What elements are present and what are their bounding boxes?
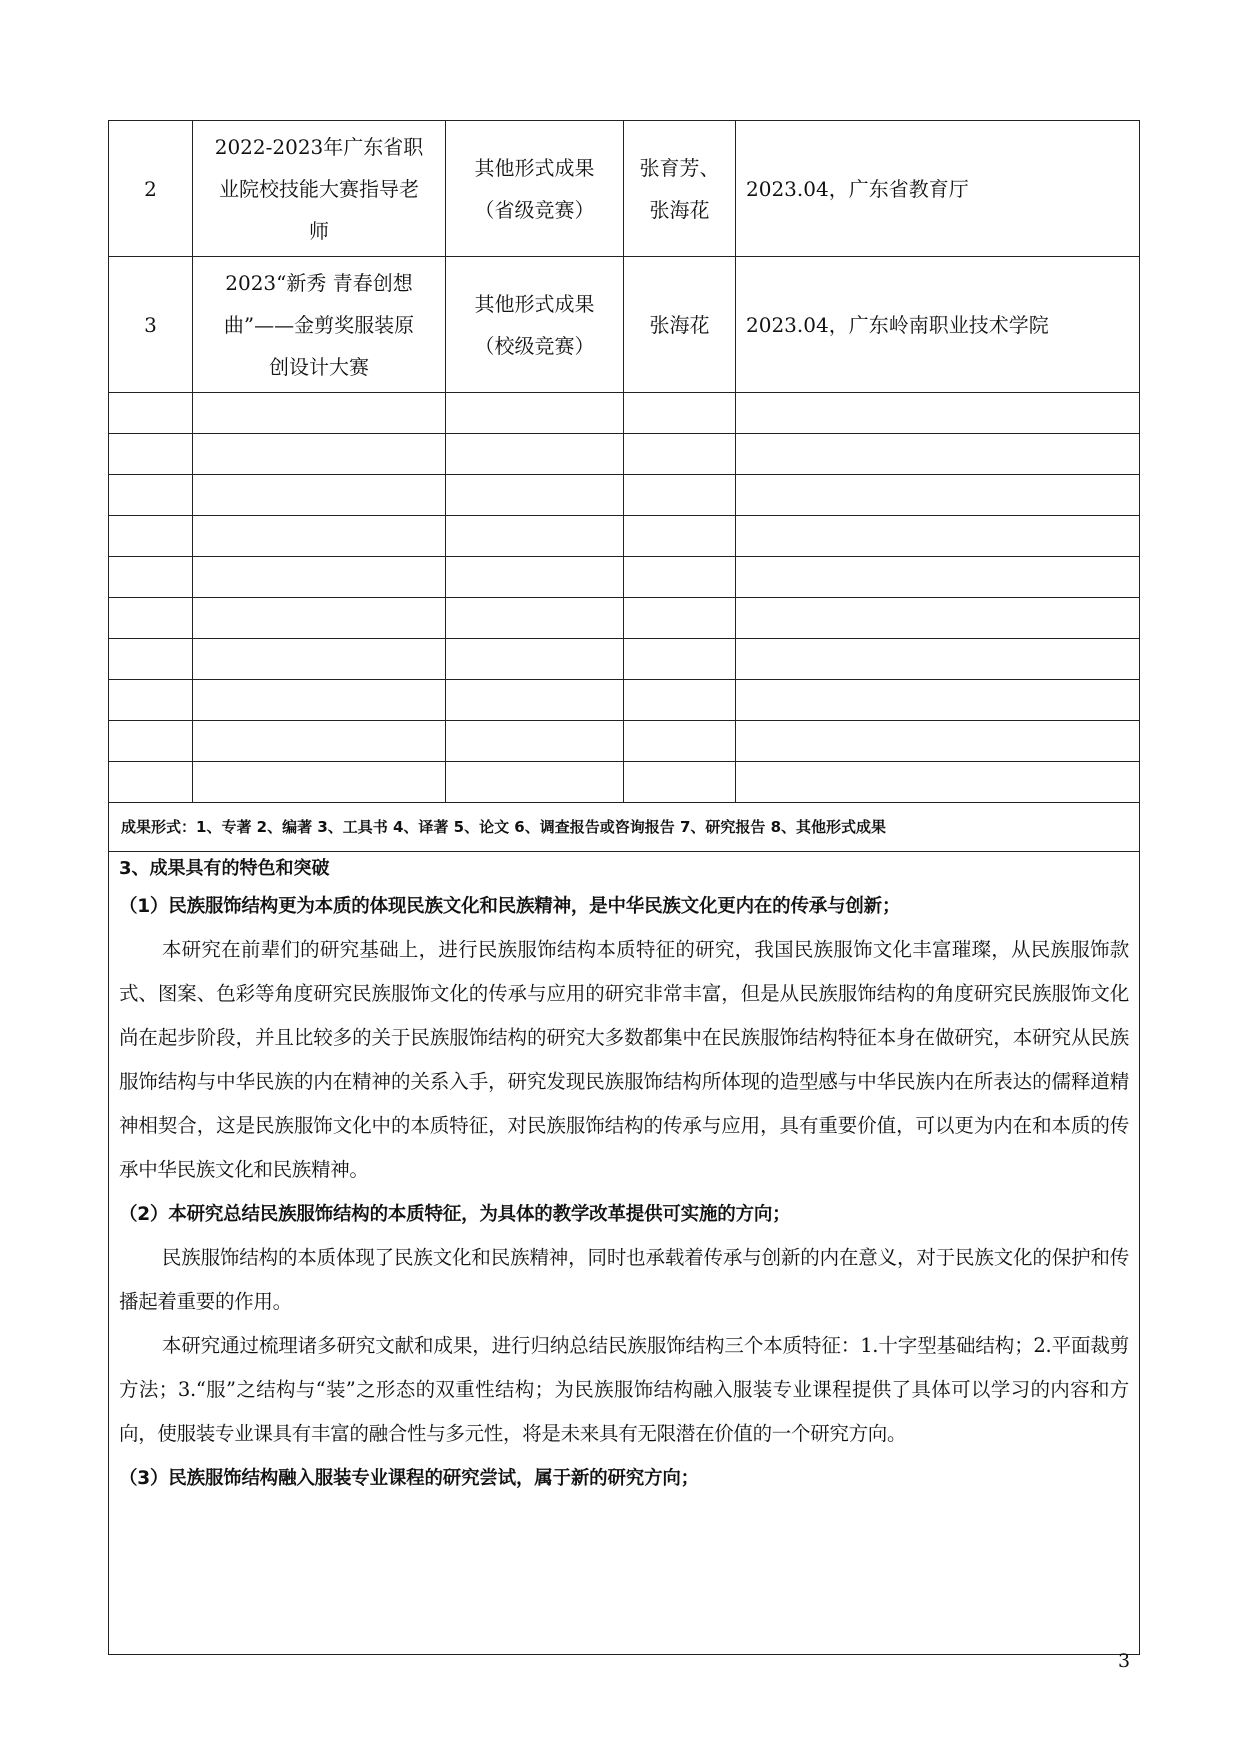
- empty-cell: [193, 434, 446, 475]
- empty-cell: [109, 598, 193, 639]
- empty-table-row: [109, 762, 1140, 803]
- empty-cell: [109, 762, 193, 803]
- empty-cell: [624, 762, 736, 803]
- empty-cell: [193, 680, 446, 721]
- empty-cell: [193, 762, 446, 803]
- subsection-heading: （3）民族服饰结构融入服装专业课程的研究尝试，属于新的研究方向；: [119, 1468, 699, 1489]
- table-row: [109, 257, 1140, 393]
- empty-cell: [193, 393, 446, 434]
- empty-cell: [736, 598, 1140, 639]
- empty-cell: [736, 434, 1140, 475]
- empty-table-row: [109, 598, 1140, 639]
- empty-cell: [193, 516, 446, 557]
- empty-cell: [624, 680, 736, 721]
- empty-cell: [446, 721, 624, 762]
- body-paragraph: 本研究通过梳理诸多研究文献和成果，进行归纳总结民族服饰结构三个本质特征：1.十字型基础结构；2.平面裁剪方法；3.“服”之结构与“装”之形态的双重性结构；为民族服饰结构融入服装专业课程提供了具体可以学习的内容和方向，使服装专业课具有丰富的融合性与多元性，将是未来具有无限潜在价值的一个研究方向。: [119, 1334, 1129, 1445]
- empty-cell: [624, 393, 736, 434]
- section-row: [109, 852, 1140, 1655]
- empty-cell: [624, 516, 736, 557]
- empty-cell: [109, 434, 193, 475]
- table-row: [109, 121, 1140, 257]
- empty-cell: [109, 516, 193, 557]
- empty-cell: [736, 721, 1140, 762]
- achievement-name: 2022-2023年广东省职 业院校技能大赛指导老 师: [193, 121, 446, 257]
- subsection-heading: （1）民族服饰结构更为本质的体现民族文化和民族精神，是中华民族文化更内在的传承与创新；: [119, 896, 901, 917]
- achievement-name: 2023“新秀 青春创想 曲”——金剪奖服装原 创设计大赛: [193, 257, 446, 393]
- empty-cell: [624, 434, 736, 475]
- achievement-authors: 张海花: [624, 257, 736, 393]
- empty-cell: [109, 721, 193, 762]
- empty-cell: [193, 598, 446, 639]
- achievements-table: [108, 120, 1140, 1655]
- row-number: 2: [109, 121, 193, 257]
- empty-table-row: [109, 516, 1140, 557]
- row-number: 3: [109, 257, 193, 393]
- empty-cell: [736, 639, 1140, 680]
- empty-cell: [736, 680, 1140, 721]
- empty-cell: [446, 393, 624, 434]
- empty-cell: [624, 475, 736, 516]
- achievement-form-legend: 成果形式：1、专著 2、编著 3、工具书 4、译著 5、论文 6、调查报告或咨询报告 7、研究报告 8、其他形式成果: [109, 803, 1140, 852]
- empty-cell: [109, 475, 193, 516]
- empty-cell: [109, 639, 193, 680]
- empty-cell: [736, 557, 1140, 598]
- empty-cell: [624, 639, 736, 680]
- empty-cell: [446, 598, 624, 639]
- section-blocks: [119, 894, 1129, 1492]
- body-paragraph: 本研究在前辈们的研究基础上，进行民族服饰结构本质特征的研究，我国民族服饰文化丰富璀璨，从民族服饰款式、图案、色彩等角度研究民族服饰文化的传承与应用的研究非常丰富，但是从民族服饰结构的角度研究民族服饰文化尚在起步阶段，并且比较多的关于民族服饰结构的研究大多数都集中在民族服饰结构特征本身在做研究，本研究从民族服饰结构与中华民族的内在精神的关系入手，研究发现民族服饰结构所体现的造型感与中华民族内在所表达的儒释道精神相契合，这是民族服饰文化中的本质特征，对民族服饰结构的传承与应用，具有重要价值，可以更为内在和本质的传承中华民族文化和民族精神。: [119, 938, 1129, 1181]
- empty-cell: [446, 680, 624, 721]
- achievement-info: 2023.04，广东岭南职业技术学院: [736, 257, 1140, 393]
- footer-note-row: [109, 803, 1140, 852]
- empty-cell: [736, 475, 1140, 516]
- empty-cell: [109, 393, 193, 434]
- empty-table-row: [109, 557, 1140, 598]
- body-paragraph: 民族服饰结构的本质体现了民族文化和民族精神，同时也承载着传承与创新的内在意义，对于民族文化的保护和传播起着重要的作用。: [119, 1246, 1129, 1313]
- empty-cell: [446, 639, 624, 680]
- empty-cell: [109, 680, 193, 721]
- empty-table-row: [109, 639, 1140, 680]
- achievement-info: 2023.04，广东省教育厅: [736, 121, 1140, 257]
- empty-cell: [624, 598, 736, 639]
- empty-cell: [736, 762, 1140, 803]
- empty-cell: [446, 434, 624, 475]
- empty-rows: [109, 393, 1140, 803]
- empty-cell: [446, 557, 624, 598]
- empty-cell: [624, 721, 736, 762]
- empty-cell: [446, 475, 624, 516]
- achievement-form: 其他形式成果 （校级竞赛）: [446, 257, 624, 393]
- subsection-heading: （2）本研究总结民族服饰结构的本质特征，为具体的教学改革提供可实施的方向；: [119, 1204, 791, 1225]
- achievement-authors: 张育芳、 张海花: [624, 121, 736, 257]
- page-number: 3: [1118, 1650, 1131, 1672]
- empty-cell: [736, 393, 1140, 434]
- section-features: [109, 852, 1140, 1655]
- empty-table-row: [109, 434, 1140, 475]
- empty-cell: [446, 762, 624, 803]
- empty-cell: [193, 475, 446, 516]
- empty-cell: [193, 721, 446, 762]
- empty-cell: [624, 557, 736, 598]
- section-title: 3、成果具有的特色和突破: [119, 858, 330, 879]
- empty-table-row: [109, 393, 1140, 434]
- empty-cell: [446, 516, 624, 557]
- empty-cell: [736, 516, 1140, 557]
- empty-table-row: [109, 721, 1140, 762]
- empty-table-row: [109, 680, 1140, 721]
- empty-cell: [109, 557, 193, 598]
- empty-cell: [193, 639, 446, 680]
- empty-table-row: [109, 475, 1140, 516]
- achievement-form: 其他形式成果 （省级竞赛）: [446, 121, 624, 257]
- empty-cell: [193, 557, 446, 598]
